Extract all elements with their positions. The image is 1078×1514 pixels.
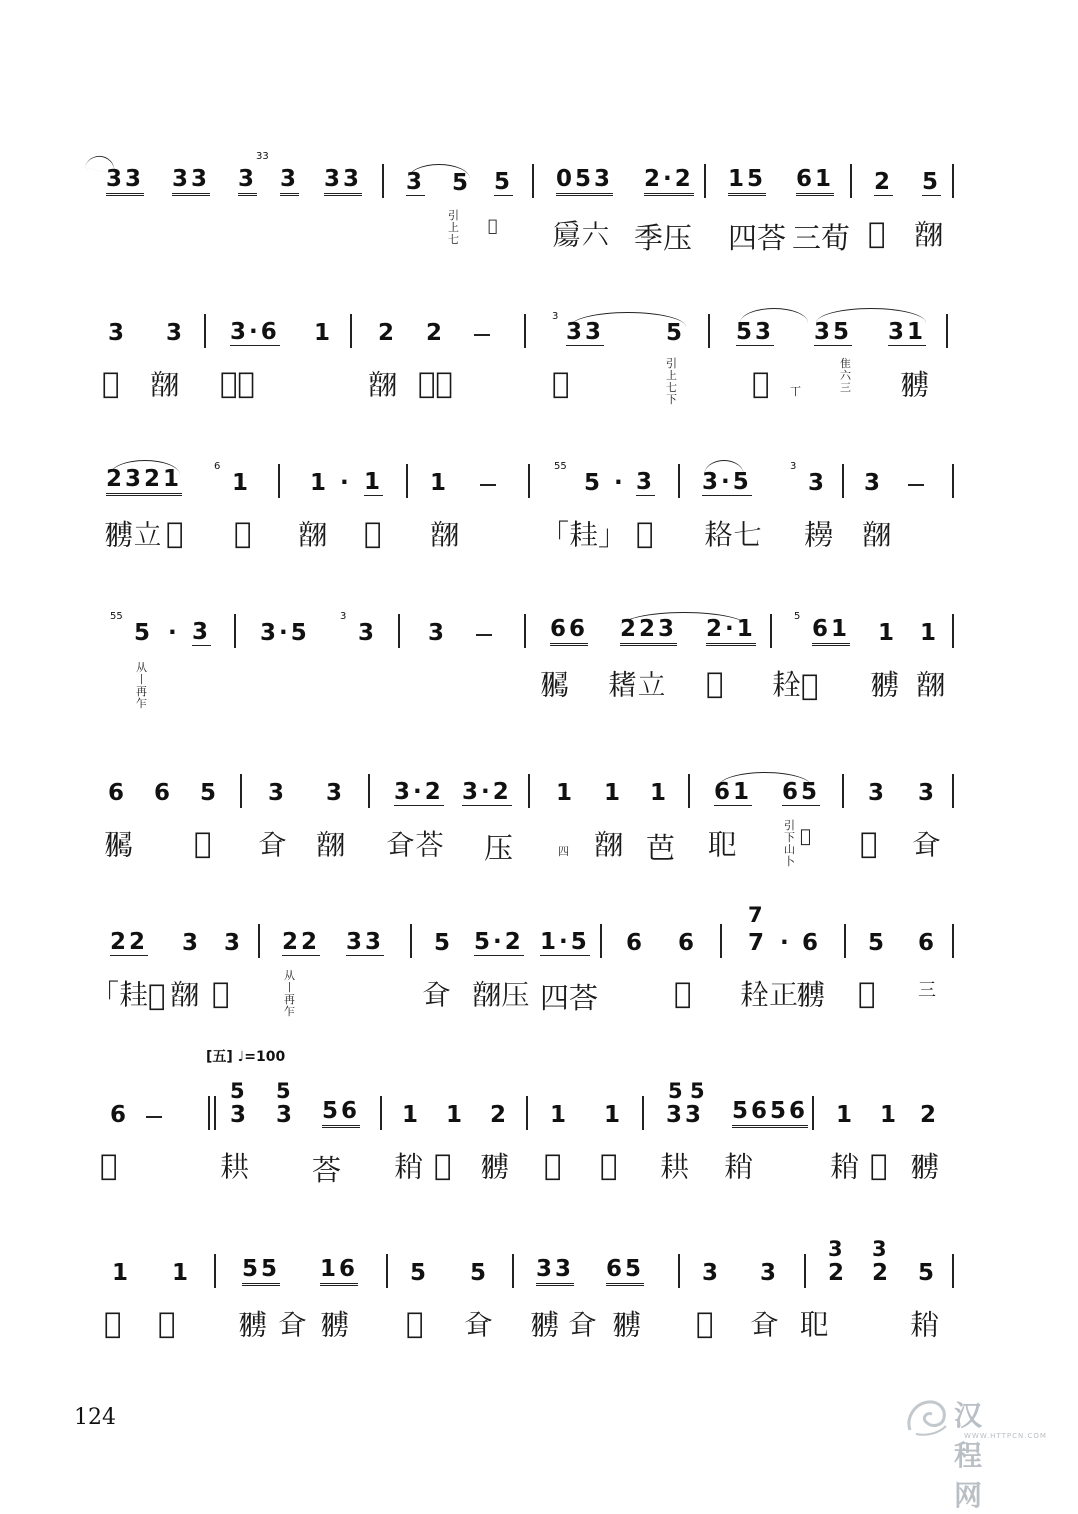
barline (952, 464, 954, 498)
tab-char: 引上七 (448, 209, 459, 246)
note: 3 (406, 169, 426, 195)
stacked-note: 3 (828, 1237, 843, 1261)
note: 3 (808, 470, 828, 496)
barline (214, 1096, 216, 1130)
stacked-note: 5 (276, 1079, 291, 1103)
tab-char: 𦔴 (800, 826, 811, 847)
grace-note: 3 (552, 311, 559, 322)
tab-char: 𦒊立 (104, 518, 163, 552)
tab-char: 𦓲 (406, 1306, 424, 1340)
tab-char: 季压 (634, 221, 693, 255)
note: 1 (650, 780, 670, 806)
note: 33 (346, 929, 385, 955)
tab-char: 𦔴 (158, 1306, 176, 1340)
stacked-note: 7 (748, 903, 763, 927)
tab-char: 𦔴荅 (220, 366, 255, 400)
note: 3 (326, 780, 346, 806)
barline (678, 1254, 680, 1288)
note: 3 (864, 470, 884, 496)
note: 61 (714, 779, 753, 805)
note: 5 (868, 930, 888, 956)
note: 5 (452, 170, 472, 196)
tab-char: 𦔵 (750, 1308, 780, 1342)
tab-char: 𦓰𦔴 (772, 668, 819, 702)
note: 5 (918, 1260, 938, 1286)
note: 2·2 (644, 166, 694, 196)
note: 5656 (732, 1098, 808, 1128)
tab-char: 𦔴 (434, 1148, 452, 1182)
note: 1 (604, 1102, 624, 1128)
tab-char: 𦓮 (636, 516, 654, 550)
tab-char: 𦒊 (900, 368, 930, 402)
barline (642, 1096, 644, 1130)
tab-char: 𦒟 (862, 518, 892, 552)
tab-char: 𦔵 (422, 978, 452, 1012)
barline (850, 164, 852, 198)
note: 3·5 (260, 620, 310, 646)
note: 6 (802, 930, 822, 956)
note: 1·5 (540, 929, 590, 955)
note: 15 (728, 166, 766, 196)
note: 33 (106, 166, 144, 196)
tab-char: 𤝤 (488, 216, 498, 235)
tab-char: 𦓮 (706, 666, 724, 700)
note: 3 (108, 320, 128, 346)
tab-char: 从丨再乍 (136, 661, 147, 710)
note: 2 (490, 1102, 510, 1128)
dash (908, 484, 924, 486)
tab-char: 𦒞 (104, 828, 134, 862)
tablature-row (100, 1148, 960, 1208)
tab-char: 𦒟 (594, 828, 624, 862)
tab-char: 𦒟 (430, 518, 460, 552)
note: 6 (918, 930, 938, 956)
note: 2 (872, 1260, 892, 1286)
note: 1 (604, 780, 624, 806)
note: 2 (920, 1102, 940, 1128)
barline (258, 924, 260, 958)
dash (146, 1116, 162, 1118)
note: 31 (888, 319, 927, 345)
note: 1 (112, 1260, 132, 1286)
grace-note: 3 (790, 461, 797, 472)
tab-char: 𦒊 (910, 1150, 940, 1184)
notation-row (100, 600, 960, 660)
barline (386, 1254, 388, 1288)
tablature-row (100, 516, 960, 576)
tab-char: 𦒟 (170, 978, 200, 1012)
note: 1 (172, 1260, 192, 1286)
barline (600, 924, 602, 958)
barline (952, 1254, 954, 1288)
tab-char: 𦒊 (238, 1308, 268, 1342)
dragon-logo-icon (902, 1390, 952, 1440)
notation-row (100, 450, 960, 510)
tab-char: 𦑗 (868, 216, 886, 250)
barline (524, 614, 526, 648)
note: 2 (426, 320, 446, 346)
tab-char: 𦒊 (796, 978, 826, 1012)
note: 6 (626, 930, 646, 956)
barline (842, 464, 844, 498)
note: 7 (748, 930, 768, 956)
barline (708, 314, 710, 348)
note: 3·6 (230, 319, 280, 345)
tab-char: 𦔵 (258, 828, 288, 862)
tab-char: 压 (484, 831, 514, 865)
note: 16 (320, 1256, 358, 1286)
note: 3 (868, 780, 888, 806)
tab-char: 𦒊 (480, 1150, 510, 1184)
note: 1 (430, 470, 450, 496)
tab-char: 四 (558, 845, 569, 858)
note: 1 (836, 1102, 856, 1128)
tab-char: 𦒟 (368, 368, 398, 402)
grace-note: 6 (214, 461, 221, 472)
tab-char: 芭 (646, 831, 676, 865)
tab-char: 𦒟 (298, 518, 328, 552)
tab-char: 四荅 (540, 981, 599, 1015)
tablature-row (100, 209, 960, 276)
barline (952, 614, 954, 648)
tab-char: 三 (918, 980, 936, 1001)
barline (380, 1096, 382, 1130)
barline (240, 774, 242, 808)
note: 2 (378, 320, 398, 346)
note: 61 (796, 166, 834, 196)
note: 6 (154, 780, 174, 806)
tab-char: 𦒟 (316, 828, 346, 862)
tab-char: 𦓴 (910, 1308, 940, 1342)
tab-char: 引下山卜 (784, 819, 795, 868)
tab-char: 𦓳 (660, 1150, 690, 1184)
tablature-row (100, 1306, 960, 1366)
note: 3 (238, 166, 257, 196)
tab-char: 𦓴 (830, 1150, 860, 1184)
note: 56 (322, 1098, 360, 1128)
dash (480, 484, 496, 486)
barline (720, 924, 722, 958)
note: 053 (556, 166, 613, 196)
note: 3 (182, 930, 202, 956)
tablature-row (100, 819, 960, 886)
tab-char: 丅 (790, 385, 801, 398)
tab-char: 𦒛 (552, 366, 570, 400)
note: 6 (110, 1102, 130, 1128)
note: 33 (324, 166, 362, 196)
tab-char: 𦓮 (166, 516, 184, 550)
note: · (168, 620, 180, 646)
tab-char: 𦔴 (102, 366, 120, 400)
tempo-mark: [五] ♩=100 (206, 1049, 286, 1065)
note: 1 (920, 620, 940, 646)
watermark-url: WWW.HTTPCN.COM (964, 1432, 1047, 1440)
tab-char: 𦔴 (870, 1148, 888, 1182)
notation-row (100, 760, 960, 820)
tab-char: 𦔴 (674, 976, 692, 1010)
note: 1 (402, 1102, 422, 1128)
note: 3 (192, 619, 212, 645)
barline (528, 774, 530, 808)
note: 5 (922, 169, 942, 195)
tab-char: 𦓰正 (740, 978, 799, 1012)
note: 22 (282, 929, 321, 955)
note: 3 (166, 320, 186, 346)
tab-char: 𦔌立 (608, 668, 667, 702)
note: 1 (364, 469, 384, 495)
note: 1 (446, 1102, 466, 1128)
note: 1 (232, 470, 252, 496)
tab-char: 𦔵 (568, 1308, 598, 1342)
note: 33 (172, 166, 210, 196)
note: 3 (276, 1102, 296, 1128)
barline (406, 464, 408, 498)
tab-char: 𦓮 (194, 826, 212, 860)
note: 1 (550, 1102, 570, 1128)
grace-note: 5 (794, 611, 801, 622)
tab-char: 𦔴 (100, 1148, 118, 1182)
notation-row (100, 1237, 960, 1300)
note: 5 (494, 169, 514, 195)
tab-char: 𦔴 (212, 976, 230, 1010)
note: 1 (556, 780, 576, 806)
tab-char: 𦓱七 (704, 518, 763, 552)
grace-note: 55 (110, 611, 123, 622)
grace-note: 33 (256, 151, 269, 162)
note: · (614, 470, 626, 496)
barline (382, 164, 384, 198)
tab-char: 𦓮 (234, 516, 252, 550)
barline (704, 164, 706, 198)
barline (532, 164, 534, 198)
note: 5 (134, 620, 154, 646)
tablature-row (90, 969, 960, 1036)
note: · (340, 470, 352, 496)
tab-char: 𦔴正 (418, 366, 453, 400)
tab-char: 𦓳 (220, 1150, 250, 1184)
barline (844, 924, 846, 958)
tab-char: 𦒊 (612, 1308, 642, 1342)
stacked-note: 5 (690, 1079, 705, 1103)
barline (278, 464, 280, 498)
dash (474, 334, 490, 336)
barline (524, 314, 526, 348)
tab-char: 𦒟 (916, 668, 946, 702)
tab-char: 𦒟 (150, 368, 180, 402)
dash (476, 634, 492, 636)
barline (952, 774, 954, 808)
tab-char: 𦔴 (600, 1148, 618, 1182)
note: 223 (620, 616, 677, 646)
tab-char: 从丨再乍 (284, 969, 295, 1018)
barline (512, 1254, 514, 1288)
note: 6 (108, 780, 128, 806)
note: 3 (224, 930, 244, 956)
tab-char: 四荅 (728, 221, 787, 255)
tab-char: 𦒊 (530, 1308, 560, 1342)
note: 1 (310, 470, 330, 496)
note: 3 (358, 620, 378, 646)
note: 66 (550, 616, 588, 646)
note: 35 (814, 319, 853, 345)
note: 2 (874, 169, 894, 195)
tab-char: 𦔵荅 (386, 828, 445, 862)
watermark-text: 汉程网 (954, 1399, 984, 1512)
barline (368, 774, 370, 808)
note: 65 (782, 779, 821, 805)
tab-char: 𦓲 (544, 1148, 562, 1182)
tab-char: 𦔵 (912, 828, 942, 862)
tab-char: 𦓴 (724, 1150, 754, 1184)
note: 33 (666, 1102, 705, 1128)
notation-row (100, 903, 960, 970)
tablature-row (100, 661, 960, 726)
note: 3 (636, 469, 656, 495)
barline (952, 924, 954, 958)
stacked-note: 3 (872, 1237, 887, 1261)
note: 5·2 (474, 929, 524, 955)
barline (946, 314, 948, 348)
tab-char: 𦒛 (364, 516, 382, 550)
tab-char: 𦒟压 (472, 978, 531, 1012)
barline (952, 164, 954, 198)
grace-note: 55 (554, 461, 567, 472)
barline (410, 924, 412, 958)
note: 33 (536, 1256, 574, 1286)
tab-char: 𦒞 (540, 668, 570, 702)
note: 33 (566, 319, 605, 345)
tab-char: 𦔵 (278, 1308, 308, 1342)
stacked-note: 5 (230, 1079, 245, 1103)
tab-char: 𦓲 (858, 976, 876, 1010)
tab-char: 𦔶 (708, 828, 738, 862)
note: 3·5 (702, 469, 752, 495)
note: 1 (314, 320, 334, 346)
note: 55 (242, 1256, 280, 1286)
tab-char: 𦒊 (870, 668, 900, 702)
tab-char: 𦔨 (804, 518, 834, 552)
tab-char: 「𦓯」 (540, 518, 628, 552)
tab-char: 𦓲 (860, 826, 878, 860)
barline (204, 314, 206, 348)
note: 3 (702, 1260, 722, 1286)
note: 2·1 (706, 616, 756, 646)
note: 3 (428, 620, 448, 646)
page-number: 124 (74, 1405, 116, 1430)
note: 61 (812, 616, 850, 646)
tab-char: 三荀 (792, 221, 851, 255)
notation-row (100, 300, 960, 360)
note: 1 (880, 1102, 900, 1128)
barline (234, 614, 236, 648)
tab-char: 𤔰六 (552, 218, 611, 252)
note: 3 (280, 166, 299, 196)
tab-char: 𦔶 (800, 1308, 830, 1342)
barline (398, 614, 400, 648)
note: 3·2 (394, 779, 444, 805)
barline (804, 1254, 806, 1288)
barline (528, 464, 530, 498)
barline (678, 464, 680, 498)
note: 3·2 (462, 779, 512, 805)
note: 3 (230, 1102, 250, 1128)
note: 53 (736, 319, 775, 345)
note: 65 (606, 1256, 644, 1286)
barline (214, 1254, 216, 1288)
tab-char: 荅 (312, 1153, 342, 1187)
notation-row (100, 150, 960, 210)
grace-note: 3 (340, 611, 347, 622)
note: 1 (878, 620, 898, 646)
barline (688, 774, 690, 808)
tab-char: 𦒟 (914, 218, 944, 252)
note: 3 (760, 1260, 780, 1286)
note: 22 (110, 929, 149, 955)
tab-char: 𦔴 (752, 366, 770, 400)
barline (208, 1096, 210, 1130)
note: 5 (584, 470, 604, 496)
tab-char: 𦓲 (104, 1306, 122, 1340)
note: 5 (470, 1260, 490, 1286)
note: 5 (410, 1260, 430, 1286)
note: 2321 (106, 466, 182, 496)
tab-char: 「𦓯𦔴 (90, 978, 166, 1012)
note: 3 (268, 780, 288, 806)
note: · (780, 930, 792, 956)
barline (812, 1096, 814, 1130)
stacked-note: 5 (668, 1079, 683, 1103)
barline (526, 1096, 528, 1130)
note: 3 (918, 780, 938, 806)
tab-char: 𦓲 (696, 1306, 714, 1340)
tab-char: 𦒊 (320, 1308, 350, 1342)
tab-char: 𦔵 (464, 1308, 494, 1342)
tab-char: 引上七下 (666, 357, 677, 406)
tab-char: 𦓴 (394, 1150, 424, 1184)
notation-row (100, 1079, 960, 1142)
note: 5 (434, 930, 454, 956)
note: 5 (666, 320, 686, 346)
note: 6 (678, 930, 698, 956)
barline (770, 614, 772, 648)
barline (350, 314, 352, 348)
barline (842, 774, 844, 808)
tab-char: 隹六三 (840, 357, 851, 394)
note: 5 (200, 780, 220, 806)
note: 2 (828, 1260, 848, 1286)
tablature-row (100, 357, 960, 426)
